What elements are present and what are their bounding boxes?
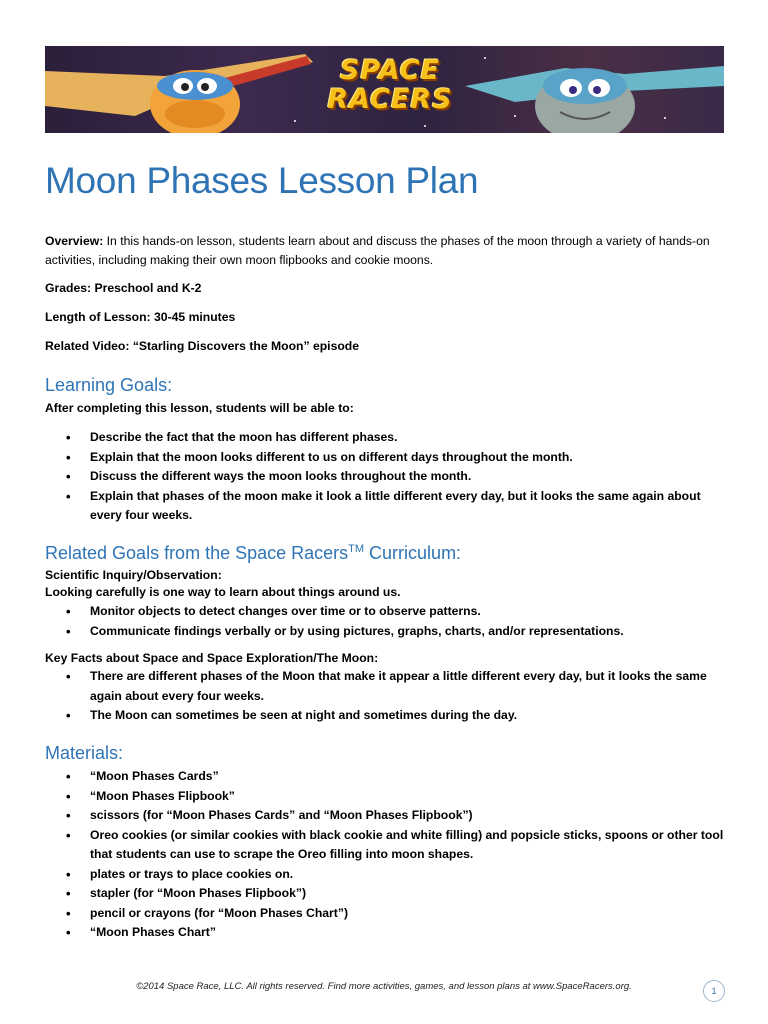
list-item: • Explain that the moon looks different to us on different days throughout the month. <box>45 448 725 468</box>
list-item: • “Moon Phases Chart” <box>45 923 725 943</box>
footer-copyright: ©2014 Space Race, LLC. All rights reserved. Find more activities, games, and lesson plans at www.SpaceRacers.org. <box>136 981 632 992</box>
list-item: • Discuss the different ways the moon looks throughout the month. <box>45 467 725 487</box>
list-item: • stapler (for “Moon Phases Flipbook”) <box>45 884 725 904</box>
overview-paragraph: Overview: In this hands-on lesson, students learn about and discuss the phases of the moon through a variety of hands-on activities, including making their own moon flipbooks and cookie moons. <box>45 234 710 267</box>
list-item: • The Moon can sometimes be seen at night and sometimes during the day. <box>45 706 725 726</box>
related-goals-heading: Related Goals from the Space Racers™ Curriculum: <box>45 543 462 563</box>
list-item: • Communicate findings verbally or by using pictures, graphs, charts, and/or representations. <box>45 622 725 642</box>
list-item: • “Moon Phases Cards” <box>45 767 725 787</box>
page-number: 1 <box>703 980 725 1002</box>
list-item: • Monitor objects to detect changes over time or to observe patterns. <box>45 602 725 622</box>
list-item: • “Moon Phases Flipbook” <box>45 787 725 807</box>
grades-line: Grades: Preschool and K-2 <box>45 281 202 295</box>
list-item: • Describe the fact that the moon has different phases. <box>45 428 725 448</box>
list-item: • Explain that phases of the moon make it look a little different every day, but it looks the same again about every four weeks. <box>45 487 725 526</box>
list-item: • Oreo cookies (or similar cookies with black cookie and white filling) and popsicle sticks, spoons or other tool that students can use to scrape the Oreo filling into moon shapes. <box>45 826 725 865</box>
space-racers-logo: SPACE RACERS <box>327 55 453 115</box>
materials-list <box>45 767 725 943</box>
list-item: • pencil or crayons (for “Moon Phases Chart”) <box>45 904 725 924</box>
key-facts-list <box>45 667 725 726</box>
page-title: Moon Phases Lesson Plan <box>45 160 479 201</box>
scientific-inquiry-subheading: Scientific Inquiry/Observation: <box>45 568 222 582</box>
scientific-inquiry-text: Looking carefully is one way to learn about things around us. <box>45 585 401 599</box>
length-line: Length of Lesson: 30-45 minutes <box>45 310 236 324</box>
materials-heading: Materials: <box>45 743 124 763</box>
list-item: • plates or trays to place cookies on. <box>45 865 725 885</box>
learning-goals-intro: After completing this lesson, students will be able to: <box>45 401 354 415</box>
learning-goals-list <box>45 428 725 526</box>
learning-goals-heading: Learning Goals: <box>45 375 173 395</box>
related-video-line: Related Video: “Starling Discovers the Moon” episode <box>45 339 360 353</box>
list-item: • scissors (for “Moon Phases Cards” and “Moon Phases Flipbook”) <box>45 806 725 826</box>
scientific-inquiry-list <box>45 602 725 641</box>
key-facts-subheading: Key Facts about Space and Space Exploration/The Moon: <box>45 651 379 665</box>
header-banner <box>45 46 724 133</box>
list-item: • There are different phases of the Moon that make it appear a little different every day, but it looks the same again about every four weeks. <box>45 667 725 706</box>
